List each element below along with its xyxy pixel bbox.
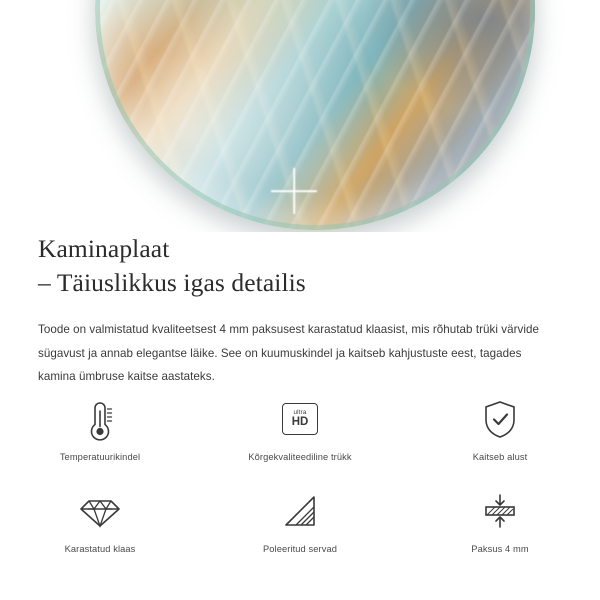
page-title-line-1: Kaminaplaat	[38, 234, 170, 263]
feature-item	[0, 392, 200, 462]
ultra-hd-bottom-text: HD	[291, 415, 309, 428]
hero-image	[0, 0, 600, 232]
feature-label: Paksus 4 mm	[471, 544, 529, 554]
feature-grid	[0, 392, 600, 554]
feature-item	[200, 392, 400, 462]
thermometer-icon	[73, 392, 127, 446]
feature-item	[0, 484, 200, 554]
feature-label: Karastatud klaas	[64, 544, 136, 554]
text-content	[0, 232, 600, 389]
shield-check-icon	[473, 392, 527, 446]
feature-label: Poleeritud servad	[262, 544, 338, 554]
ultra-hd-icon	[273, 392, 327, 446]
ultra-hd-top-text: ultra	[293, 408, 307, 416]
marble-plate-image	[95, 0, 535, 230]
description-paragraph: Toode on valmistatud kvaliteetsest 4 mm paksusest karastatud klaasist, mis rõhutab trüki värvide sügavust ja annab elegantse läike. See on kuumuskindel ja kaitseb kahjustuste eest, tagades kamina ümbruse kaitse aastateks.	[38, 322, 539, 384]
feature-item	[200, 484, 400, 554]
feature-item	[400, 392, 600, 462]
feature-label: Kaitseb alust	[472, 452, 528, 462]
thickness-arrows-icon	[473, 484, 527, 538]
feature-label: Temperatuurikindel	[59, 452, 141, 462]
page-title-line-2: – Täiuslikkus igas detailis	[38, 267, 306, 297]
page-title	[0, 232, 600, 300]
feature-item	[400, 484, 600, 554]
polished-edges-icon	[273, 484, 327, 538]
feature-label: Kõrgekvaliteediline trükk	[248, 452, 352, 462]
diamond-icon	[73, 484, 127, 538]
